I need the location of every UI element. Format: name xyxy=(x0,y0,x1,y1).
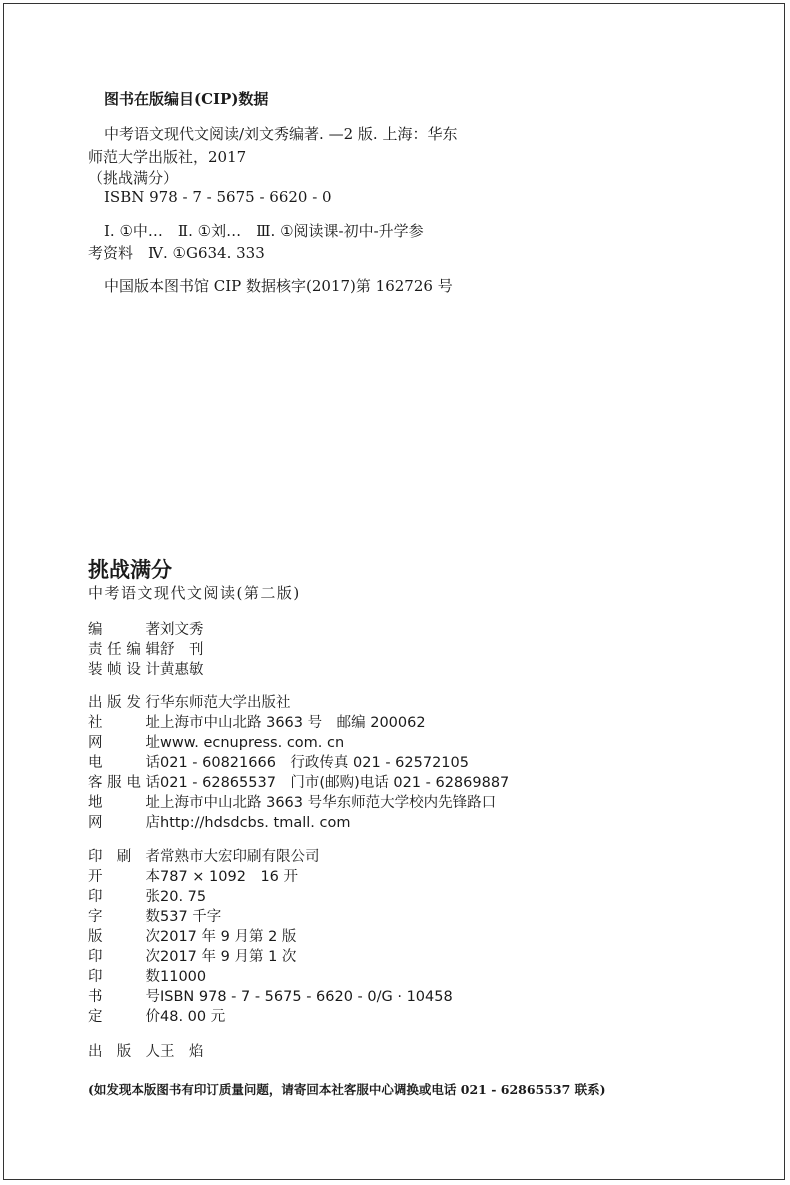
printing-label: 字 数 xyxy=(88,909,160,925)
cip-heading: 图书在版编目(CIP)数据 xyxy=(104,90,269,108)
credit-label: 装帧设计 xyxy=(88,662,160,678)
printing-value: 48. 00 元 xyxy=(160,1009,226,1025)
publisher-value: 华东师范大学出版社 xyxy=(160,695,291,711)
printing-label: 印 数 xyxy=(88,969,160,985)
credit-value: 刘文秀 xyxy=(160,622,204,638)
printing-value: 2017 年 9 月第 1 次 xyxy=(160,949,297,965)
publisher-value: www. ecnupress. com. cn xyxy=(160,735,345,751)
printing-value: ISBN 978 - 7 - 5675 - 6620 - 0/G · 10458 xyxy=(160,989,453,1005)
printing-row xyxy=(88,985,453,1006)
credit-row xyxy=(88,658,204,679)
printing-label: 开 本 xyxy=(88,869,160,885)
printing-value: 20. 75 xyxy=(160,889,207,905)
cip-isbn: ISBN 978 - 7 - 5675 - 6620 - 0 xyxy=(104,188,332,206)
printing-label: 印 刷 者 xyxy=(88,849,160,865)
publisher-person-value: 王 焰 xyxy=(160,1044,204,1060)
publisher-row xyxy=(88,691,291,712)
credit-value: 黄惠敏 xyxy=(160,662,204,678)
printing-value: 2017 年 9 月第 2 版 xyxy=(160,929,297,945)
publisher-row xyxy=(88,791,496,812)
book-title: 挑战满分 xyxy=(88,558,172,582)
printing-value: 常熟市大宏印刷有限公司 xyxy=(160,849,320,865)
cip-line: （挑战满分） xyxy=(88,169,179,187)
printing-label: 版 次 xyxy=(88,929,160,945)
publisher-label: 网 址 xyxy=(88,735,160,751)
publisher-label: 电 话 xyxy=(88,755,160,771)
cip-line: 考资料 Ⅳ. ①G634. 333 xyxy=(88,244,265,262)
credit-row xyxy=(88,638,204,659)
printing-value: 11000 xyxy=(160,969,207,985)
cip-number: 中国版本图书馆 CIP 数据核字(2017)第 162726 号 xyxy=(104,277,453,295)
credit-label: 责任编辑 xyxy=(88,642,160,658)
publisher-value: 021 - 60821666 行政传真 021 - 62572105 xyxy=(160,755,469,771)
printing-value: 537 千字 xyxy=(160,909,222,925)
printing-row xyxy=(88,925,296,946)
publisher-label: 社 址 xyxy=(88,715,160,731)
publisher-row xyxy=(88,711,426,732)
printing-row xyxy=(88,1005,225,1026)
printing-row xyxy=(88,885,206,906)
printing-row xyxy=(88,965,206,986)
book-subtitle: 中考语文现代文阅读(第二版) xyxy=(88,584,301,602)
printing-label: 书 号 xyxy=(88,989,160,1005)
publisher-label: 地 址 xyxy=(88,795,160,811)
printing-row xyxy=(88,905,221,926)
publisher-label: 客服电话 xyxy=(88,775,160,791)
printing-label: 定 价 xyxy=(88,1009,160,1025)
credit-label: 编 著 xyxy=(88,622,160,638)
publisher-row xyxy=(88,771,509,792)
cip-line: Ⅰ. ①中… Ⅱ. ①刘… Ⅲ. ①阅读课-初中-升学参 xyxy=(104,222,424,240)
printing-label: 印 张 xyxy=(88,889,160,905)
printing-value: 787 × 1092 16 开 xyxy=(160,869,299,885)
printing-row xyxy=(88,945,296,966)
credit-value: 舒 刊 xyxy=(160,642,204,658)
cip-line: 师范大学出版社，2017 xyxy=(88,148,247,166)
credit-row xyxy=(88,618,204,639)
printing-row xyxy=(88,845,320,866)
printing-label: 印 次 xyxy=(88,949,160,965)
cip-line: 中考语文现代文阅读/刘文秀编著. —2 版. 上海：华东 xyxy=(104,125,458,143)
publisher-row xyxy=(88,751,469,772)
quality-note: (如发现本版图书有印订质量问题，请寄回本社客服中心调换或电话 021 - 62865537 联系) xyxy=(88,1082,606,1097)
publisher-value: 上海市中山北路 3663 号 邮编 200062 xyxy=(160,715,426,731)
publisher-value: 021 - 62865537 门市(邮购)电话 021 - 62869887 xyxy=(160,775,510,791)
publisher-label: 出版发行 xyxy=(88,695,160,711)
publisher-row xyxy=(88,811,350,832)
publisher-value: 上海市中山北路 3663 号华东师范大学校内先锋路口 xyxy=(160,795,497,811)
publisher-label: 网 店 xyxy=(88,815,160,831)
publisher-row xyxy=(88,731,344,752)
publisher-person-label: 出 版 人 xyxy=(88,1044,160,1060)
publisher-person-row xyxy=(88,1040,204,1061)
publisher-value: http://hdsdcbs. tmall. com xyxy=(160,815,351,831)
printing-row xyxy=(88,865,298,886)
